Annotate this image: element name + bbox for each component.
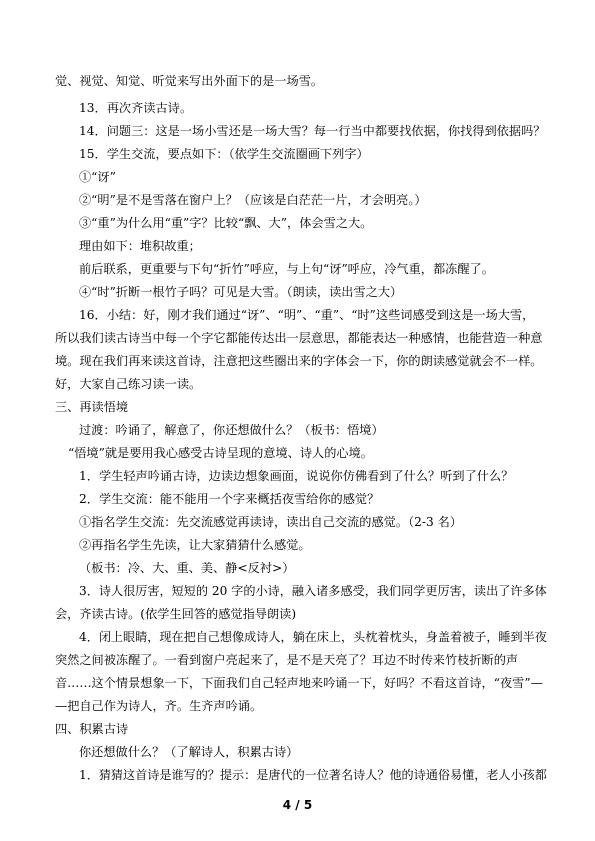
text-line: 14．问题三：这是一场小雪还是一场大雪？每一行当中都要找依据，你找得到依据吗？: [79, 124, 546, 138]
text-line: ③“重”为什么用“重”字？比较“飘、大”，体会雪之大。: [79, 216, 373, 230]
text-line: ①指名学生交流：先交流感觉再读诗，读出自己交流的感觉。（2-3 名）: [79, 515, 463, 529]
text-line: 1．学生轻声吟诵古诗，边读边想象画面，说说你仿佛看到了什么？听到了什么？: [79, 469, 514, 483]
text-line: 觉、视觉、知觉、听觉来写出外面下的是一场雪。: [55, 74, 324, 88]
text-line: ④“时”折断一根竹子吗？可见是大雪。（朗读，读出雪之大）: [79, 285, 403, 299]
text-line: 突然之间被冻醒了。一看到窗户亮起来了，是不是天亮了？耳边不时传来竹枝折断的声: [55, 653, 519, 667]
text-line: 好，大家自己练习读一读。: [55, 377, 202, 391]
text-line: 音……这个情景想象一下，下面我们自己轻声地来吟诵一下，好吗？不看这首诗，“夜雪”—: [55, 676, 543, 690]
text-line: 境。现在我们再来读这首诗，注意把这些圈出来的字体会一下，你的朗读感觉就会不一样。: [55, 354, 543, 368]
text-line: 16．小结：好，刚才我们通过“讶”、“明”、“重”、“时”这些词感受到这是一场大雪，: [79, 308, 535, 322]
text-line: 你还想做什么？（了解诗人，积累古诗）: [79, 745, 299, 759]
text-line: 会，齐读古诗。(依学生回答的感觉指导朗读): [55, 607, 297, 621]
text-line: ②“明”是不是雪落在窗户上？（应该是白茫茫一片，才会明亮。）: [79, 193, 427, 207]
text-line: —把自己作为诗人，齐。生齐声吟诵。: [55, 699, 263, 713]
text-line: 13．再次齐读古诗。: [79, 101, 193, 115]
text-line: ②再指名学生先读，让大家猜猜什么感觉。: [79, 538, 311, 552]
section-heading: 四、积累古诗: [55, 722, 129, 736]
text-line: 过渡：吟诵了，解意了，你还想做什么？（板书：悟境）: [79, 423, 384, 437]
text-line: 所以我们读古诗当中每一个字它都能传达出一层意思，都能表达一种感情，也能营造一种意: [55, 331, 543, 345]
text-line: 1．猜猜这首诗是谁写的？提示：是唐代的一位著名诗人？他的诗通俗易懂，老人小孩都: [79, 768, 547, 782]
text-line: 2．学生交流：能不能用一个字来概括夜雪给你的感觉？: [79, 492, 380, 506]
text-line: （板书：冷、大、重、美、静<反衬>）: [79, 561, 295, 575]
text-line: 4．闭上眼睛，现在把自己想像成诗人，躺在床上，头枕着枕头，身盖着被子，睡到半夜: [79, 630, 547, 644]
text-line: 3．诗人很厉害，短短的 20 字的小诗，融入诸多感受，我们同学更厉害，读出了许多体: [79, 584, 547, 598]
text-line: ①“讶”: [79, 170, 116, 184]
section-heading: 三、再读悟境: [55, 400, 129, 414]
text-line: 前后联系，更重要与下句“折竹”呼应，与上句“讶”呼应，冷气重，都冻醒了。: [79, 262, 494, 276]
text-line: 理由如下：堆积故重；: [79, 239, 201, 253]
text-line: “悟境”就是要用我心感受古诗呈现的意境、诗人的心境。: [68, 446, 373, 460]
page-number: 4 / 5: [282, 798, 313, 812]
text-line: 15．学生交流，要点如下：（依学生交流圈画下列字）: [79, 147, 369, 161]
